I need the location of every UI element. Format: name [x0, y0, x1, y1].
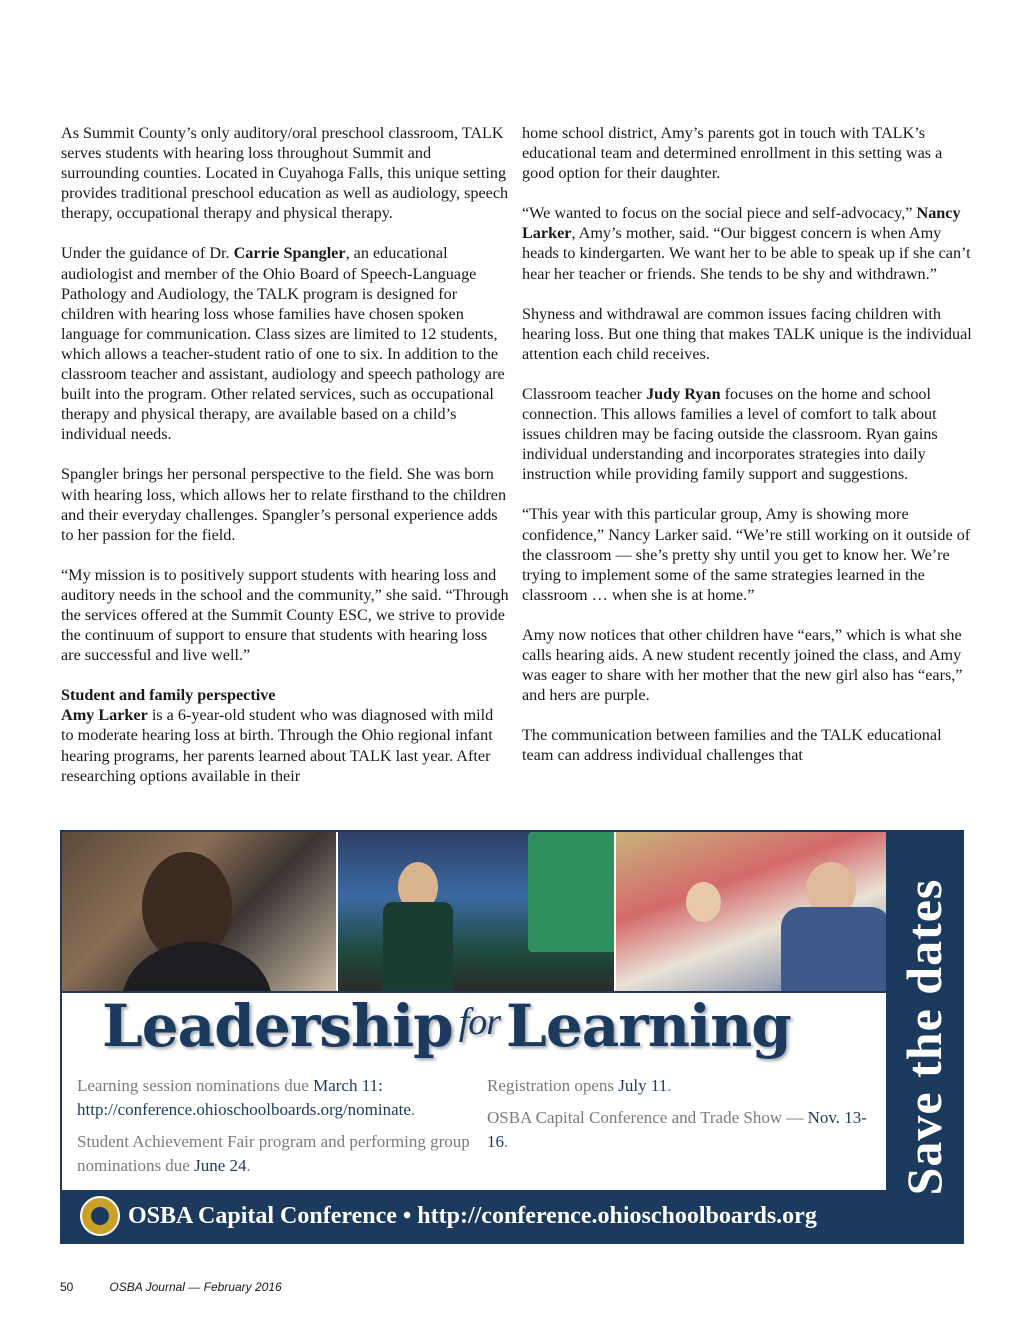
photo-trade-show [336, 832, 614, 991]
paragraph: As Summit County’s only auditory/oral preschool classroom, TALK serves students with hearing loss throughout Summit and surrounding counties. Located in Cuyahoga Falls, this unique setting provides traditional preschool education as well as audiology, speech therapy, occupational therapy and physical therapy. [61, 124, 509, 223]
photo-achievement-fair [614, 832, 888, 991]
person-name: Amy Larker [61, 706, 148, 725]
conference-advertisement [60, 830, 964, 1244]
paragraph: “This year with this particular group, Amy is showing more confidence,” Nancy Larker said. “We’re still working on it outside of the classroom — she’s pretty shy until you get to know her. We’re trying to implement some of the same strategies learned in the classroom … when she is at home.” [522, 505, 971, 604]
osba-seal-icon [80, 1196, 120, 1236]
paragraph: home school district, Amy’s parents got in touch with TALK’s educational team and determined enrollment in this setting was a good option for their daughter. [522, 124, 943, 183]
journal-issue: OSBA Journal — February 2016 [109, 1280, 282, 1294]
section-subheading: Student and family perspective [61, 686, 276, 705]
photo-attendee [62, 832, 336, 991]
photo-strip [62, 832, 888, 993]
paragraph: The communication between families and the TALK educational team can address individual challenges that [522, 726, 942, 765]
paragraph: “My mission is to positively support students with hearing loss and auditory needs in the school and the community,” she said. “Through the services offered at the Summit County ESC, we strive to provide the continuum of support to ensure that students with hearing loss are successful and live well.” [61, 565, 509, 665]
page-footer [60, 1280, 282, 1294]
paragraph: Classroom teacher Judy Ryan focuses on the home and school connection. This allows families a level of comfort to talk about issues children may be facing outside the classroom. Ryan gains individual understanding and incorporates strategies into daily instruction while providing family support and suggestions. [522, 384, 938, 484]
person-name: Judy Ryan [646, 384, 721, 403]
paragraph: “We wanted to focus on the social piece and self-advocacy,” Nancy Larker, Amy’s mother, said. “Our biggest concern is when Amy heads to kindergarten. We want her to be able to speak up if she can’t hear her teacher or friends. She tends to be shy and withdrawn.” [522, 204, 971, 283]
article-right-column [522, 123, 972, 765]
paragraph: Amy Larker is a 6-year-old student who was diagnosed with mild to moderate hearing loss at birth. Through the Ohio regional infant hearing programs, her parents learned about TALK last year. After researching options available in their [61, 706, 494, 785]
paragraph: Shyness and withdrawal are common issues facing children with hearing loss. But one thing that makes TALK unique is the individual attention each child receives. [522, 304, 972, 363]
save-the-dates-banner [886, 832, 962, 1242]
article-left-column [61, 123, 509, 786]
leadership-for-learning-title: Leadership $^{for}$ Learning [102, 992, 791, 1060]
nominate-link[interactable]: http://conference.ohioschoolboards.org/nominate [77, 1100, 411, 1119]
person-name: Carrie Spangler [233, 244, 346, 263]
save-the-dates-text: Save the dates [896, 878, 952, 1196]
ad-footer-bar [62, 1190, 888, 1242]
ad-right-details: Registration opens July 11. OSBA Capital Conference and Trade Show — Nov. 13-16. [487, 1076, 867, 1151]
paragraph: Under the guidance of Dr. Carrie Spangler, an educational audiologist and member of the Ohio Board of Speech-Language Pathology and Audiology, the TALK program is designed for children with hearing loss whose families have chosen spoken language for communication. Class sizes are limited to 12 students, which allows a teacher-student ratio of one to six. In addition to the classroom teacher and assistant, audiology and speech pathology are built into the program. Other related services, such as occupational therapy and physical therapy, are available based on a child’s individual needs. [61, 244, 505, 444]
person-name: Nancy Larker [522, 204, 961, 243]
paragraph: Spangler brings her personal perspective to the field. She was born with hearing loss, which allows her to relate firsthand to the children and their everyday challenges. Spangler’s personal experience adds to her passion for the field. [61, 465, 507, 544]
page-number: 50 [60, 1280, 74, 1294]
conference-url-link[interactable]: OSBA Capital Conference • http://conference.ohioschoolboards.org [128, 1202, 817, 1229]
paragraph: Amy now notices that other children have “ears,” which is what she calls hearing aids. A new student recently joined the class, and Amy was eager to share with her mother that the new girl also has “ears,” and hers are purple. [522, 625, 963, 705]
ad-left-details: Learning session nominations due March 11: http://conference.ohioschoolboards.org/nominate. Student Achievement Fair program and performing group nominations due June 24. [77, 1076, 470, 1175]
